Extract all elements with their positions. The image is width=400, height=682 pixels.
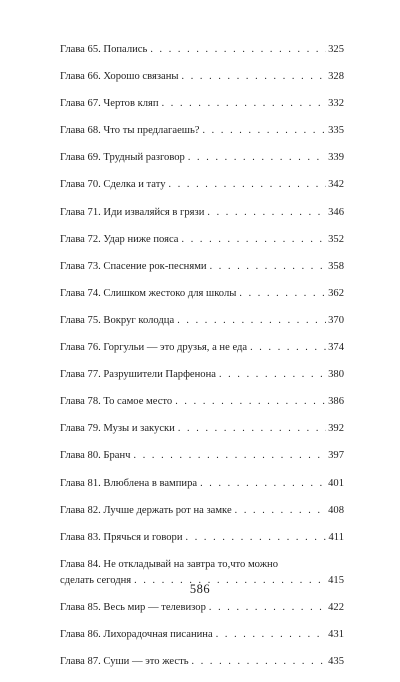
toc-entry-title: Глава 65. Попались [60,44,148,55]
toc-entry-page: 408 [328,504,344,516]
dot-leader [177,314,326,328]
toc-entry[interactable] [60,628,344,642]
toc-entry-page: 392 [328,423,344,435]
toc-entry-title: Глава 81. Влюблена в вампира [60,477,198,489]
dot-leader [239,287,326,301]
toc-entry-page: 411 [328,531,344,543]
toc-entry-page: 431 [328,628,344,640]
toc-entry[interactable] [60,368,344,382]
toc-entry-title: Глава 69. Трудный разговор [60,152,185,164]
toc-entry[interactable] [60,97,344,111]
toc-entry-title: Глава 73. Спасение рок-песнями [60,260,207,272]
toc-entry-page: 415 [328,574,344,586]
toc-entry-title: Глава 71. Иди изваляйся в грязи [60,206,205,218]
toc-entry-page: 386 [328,396,344,408]
toc-entry-title: Глава 66. Хорошо связаны [60,71,179,83]
toc-entry-title: Глава 75. Вокруг колодца [60,314,175,326]
toc-entry[interactable] [60,504,344,518]
toc-entry[interactable] [60,260,344,274]
toc-entry-title: Глава 79. Музы и закуски [60,423,175,435]
toc-entry-page: 435 [328,656,344,668]
toc-entry[interactable] [60,124,344,138]
dot-leader [219,368,326,382]
toc-entry[interactable] [60,178,344,192]
page-number: 586 [189,582,211,596]
toc-entry[interactable] [60,70,344,84]
dot-leader [178,422,326,436]
toc-entry-page: 346 [328,206,344,218]
toc-entry[interactable] [60,206,344,220]
toc-entry-title: Глава 82. Лучше держать рот на замке [60,504,232,516]
dot-leader [186,531,327,545]
toc-entry-page: 370 [328,314,344,326]
toc-entry-title: Глава 78. То самое место [60,396,173,408]
dot-leader [250,341,326,355]
toc-entry[interactable] [60,287,344,301]
toc-entry-page: 339 [328,152,344,164]
toc-entry[interactable] [60,395,344,409]
dot-leader [216,628,326,642]
toc-entry-page: 328 [328,71,344,83]
toc-entry-title: Глава 84. Не откладывай на завтра то,что можно [60,558,279,570]
toc-entry-page: 397 [328,450,344,462]
toc-entry-title: Глава 85. Весь мир — телевизор [60,601,206,613]
toc-entry-page: 325 [328,44,344,55]
dot-leader [207,206,326,220]
dot-leader [210,260,327,274]
toc-entry-title: Глава 86. Лихорадочная писанина [60,628,213,640]
toc-entry-title: Глава 74. Слишком жестоко для школы [60,287,237,299]
dot-leader [209,601,326,615]
dot-leader [169,178,327,192]
toc-entry[interactable] [60,477,344,491]
toc-entry-page: 332 [328,98,344,110]
toc-entry[interactable] [60,449,344,463]
toc-entry-title: Глава 80. Бранч [60,450,131,462]
toc-entry-title: Глава 76. Горгульи — это друзья, а не еда [60,342,248,354]
toc-entry[interactable] [60,43,344,57]
toc-entry[interactable] [60,531,344,545]
toc-entry[interactable] [60,151,344,165]
toc-entry-page: 358 [328,260,344,272]
toc-entry[interactable] [60,655,344,669]
toc-entry-title-continuation: сделать сегодня [60,574,132,586]
dot-leader [235,504,326,518]
dot-leader [175,395,326,409]
dot-leader [188,151,326,165]
dot-leader [182,70,327,84]
toc-entry-title: Глава 72. Удар ниже пояса [60,233,179,245]
toc-entry[interactable] [60,341,344,355]
toc-entry-title: Глава 70. Сделка и тату [60,179,166,191]
toc-entry-title: Глава 67. Чертов кляп [60,98,159,110]
dot-leader [134,449,327,463]
toc-entry[interactable] [60,601,344,615]
dot-leader [162,97,327,111]
dot-leader [150,43,326,57]
toc-entry-page: 352 [328,233,344,245]
toc-entry-page: 422 [328,601,344,613]
toc-entry-title: Глава 77. Разрушители Парфенона [60,369,216,381]
toc-entry-page: 374 [328,342,344,354]
toc-entry-title: Глава 87. Суши — это жесть [60,656,189,668]
dot-leader [200,477,326,491]
toc-entry-page: 401 [328,477,344,489]
dot-leader [182,233,327,247]
toc-entry-page: 380 [328,369,344,381]
dot-leader [202,124,326,138]
toc-entry-page: 335 [328,125,344,137]
toc-entry-title: Глава 68. Что ты предлагаешь? [60,125,200,137]
toc-entry-page: 362 [328,287,344,299]
toc-entry[interactable] [60,422,344,436]
toc-entry-title: Глава 83. Прячься и говори [60,531,183,543]
toc-entry[interactable] [60,314,344,328]
dot-leader [192,655,327,669]
toc-entry-page: 342 [328,179,344,191]
toc-entry[interactable] [60,233,344,247]
